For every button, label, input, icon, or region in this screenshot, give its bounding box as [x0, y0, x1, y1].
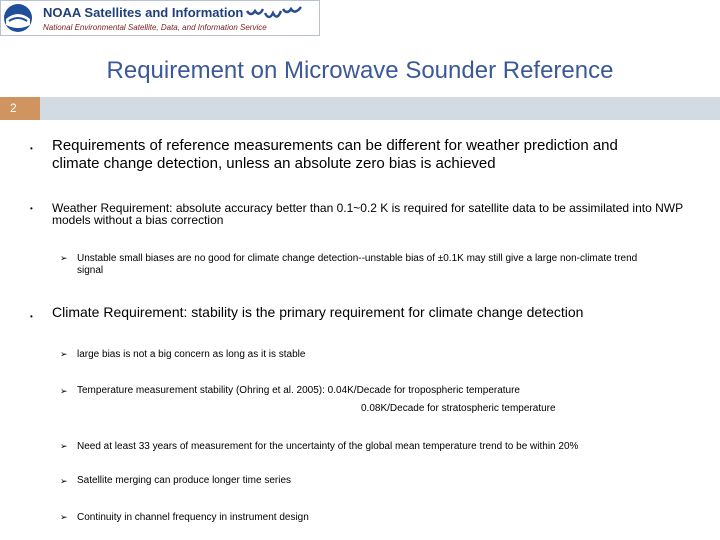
- bullet-3-sub-4: Satellite merging can produce longer time series: [77, 475, 291, 486]
- bullet-2-sub-1-line-2: signal: [77, 265, 104, 276]
- bullet-3-sub-2-line-1: Temperature measurement stability (Ohring et al. 2005): 0.04K/Decade for tropospheric temperature: [77, 385, 520, 396]
- bullet-2-sub-1-line-1: Unstable small biases are no good for climate change detection--unstable bias of ±0.1K may still give a large non-climate trend: [77, 253, 638, 264]
- bullet-3-sub-2-line-2: 0.08K/Decade for stratospheric temperature: [361, 403, 556, 414]
- org-title: NOAA Satellites and Information: [43, 5, 244, 20]
- arrow-bullet-icon: ➢: [60, 349, 68, 359]
- bullet-3-sub-1: large bias is not a big concern as long as it is stable: [77, 349, 306, 360]
- dot-bullet-icon: •: [30, 204, 33, 213]
- dot-bullet-icon: •: [30, 144, 33, 153]
- noaa-header-banner: [0, 0, 320, 36]
- bullet-3-sub-3: Need at least 33 years of measurement for the uncertainty of the global mean temperature trend to be within 20%: [77, 441, 579, 452]
- bullet-2-line-2: models without a bias correction: [52, 213, 224, 227]
- arrow-bullet-icon: ➢: [60, 386, 68, 396]
- dot-bullet-icon: •: [30, 312, 33, 321]
- arrow-bullet-icon: ➢: [60, 441, 68, 451]
- org-subtitle: National Environmental Satellite, Data, and Information Service: [43, 23, 267, 32]
- bullet-3: Climate Requirement: stability is the primary requirement for climate change detection: [52, 304, 584, 320]
- arrow-bullet-icon: ➢: [60, 512, 68, 522]
- noaa-logo-icon: [3, 3, 33, 33]
- arrow-bullet-icon: ➢: [60, 253, 68, 263]
- slide-number: 2: [0, 97, 40, 120]
- bullet-3-sub-5: Continuity in channel frequency in instrument design: [77, 512, 309, 523]
- header-bar: [0, 97, 720, 120]
- bullet-1-line-1: Requirements of reference measurements can be different for weather prediction and: [52, 137, 618, 154]
- birds-logo-icon: [245, 3, 305, 25]
- arrow-bullet-icon: ➢: [60, 476, 68, 486]
- bullet-2-line-1: Weather Requirement: absolute accuracy better than 0.1~0.2 K is required for satellite data to be assimilated into NWP: [52, 201, 684, 215]
- bullet-1-line-2: climate change detection, unless an absolute zero bias is achieved: [52, 155, 496, 172]
- slide-title: Requirement on Microwave Sounder Reference: [106, 57, 614, 84]
